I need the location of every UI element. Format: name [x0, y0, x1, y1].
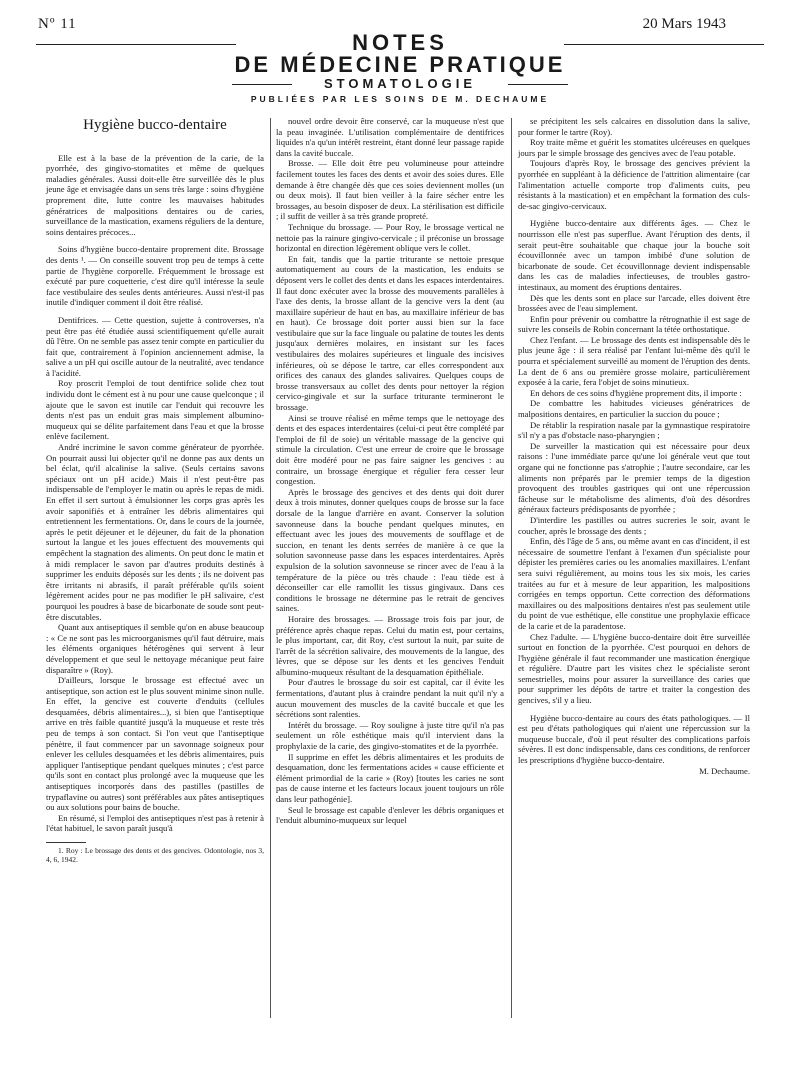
paragraph: nouvel ordre devoir être conservé, car la muqueuse n'est que la peau invaginée. L'utilisation complémentaire de dentifrices liquides n'a qu'un intérêt restreint, étant donné leur passage rapide dans la cavité buccale. [276, 116, 504, 158]
footnote-rule [46, 842, 86, 843]
column-2 [276, 116, 504, 826]
paragraph: se précipitent les sels calcaires en dissolution dans la salive, pour former le tartre (Roy). [518, 116, 750, 137]
column-divider-1 [270, 118, 271, 1018]
paragraph: En résumé, si l'emploi des antiseptiques n'est pas à retenir à l'état habituel, le savon paraît jusqu'à [46, 812, 264, 834]
paragraph: Chez l'adulte. — L'hygiène bucco-dentaire doit être surveillée surtout en fonction de la pyorrhée. C'est pourquoi en dehors de l'hygiène générale il faut recommander une mastication énergique et régulière. D'autre part les visites chez le spécialiste seront semestrielles, moins pour assurer la surveillance des caries que pour supprimer les dépôts de tartre et traiter la congestion des gencives, s'il y a lieu. [518, 631, 750, 706]
paragraph: Elle est à la base de la prévention de la carie, de la pyorrhée, des gingivo-stomatites et même de quelques maladies générales. Aussi doit-elle être surveillée dès le plus jeune âge et envisagée dans un sens très large : soins d'hygiène proprement dite, lutte contre les mauvaises habitudes génératrices de malpositions dentaires ou de caries, surveillance de la mastication, examens réguliers de la denture, soins dentaires précoces... [46, 152, 264, 237]
column-divider-2 [511, 118, 512, 1018]
article-title: Hygiène bucco-dentaire [83, 117, 227, 133]
paragraph: D'interdire les pastilles ou autres sucreries le soir, avant le coucher, après le brossage des dents ; [518, 514, 750, 536]
column-1 [46, 116, 264, 864]
issue-number: Nº 11 [38, 16, 77, 32]
paragraph: En dehors de ces soins d'hygiène proprement dits, il importe : [530, 387, 742, 398]
paragraph: Soins d'hygiène bucco-dentaire proprement dite. Brossage des dents ¹. — On conseille souvent trop peu de temps à cette partie de l'hygiène corporelle. Fréquemment le brossage est exécuté par pure coquetterie, c'est dire qu'il intéresse la seule face vestibulaire des seules dents antérieures. Aussi n'est-il pas inutile d'indiquer comment il doit être réalisé. [46, 244, 264, 308]
paragraph: De combattre les habitudes vicieuses génératrices de malpositions dentaires, en particulier la succion du pouce ; [518, 398, 750, 420]
subtitle-rule-right [508, 84, 568, 85]
paragraph: Dentifrices. — Cette question, sujette à controverses, n'a peut être pas été étudiée aussi scientifiquement qu'elle aurait dû l'être. On ne semble pas assez tenir compte en particulier du fait que, contrairement à l'opinion anciennement admise, la salive a un pH qui oscille autour de la neutralité, avec tendance à l'acidité. [46, 314, 264, 378]
paragraph: Intérêt du brossage. — Roy souligne à juste titre qu'il n'a pas seulement un rôle esthétique mais qu'il intervient dans la prophylaxie de la carie, des gingivo-stomatites et de la pyorrhée. [276, 719, 504, 752]
paragraph: Pour d'autres le brossage du soir est capital, car il évite les fermentations, d'autant plus à craindre pendant la nuit qu'il n'y a aucun mouvement des muscles de la cavité buccale et que les sécrétions sont ralenties. [276, 677, 504, 720]
author-signature: M. Dechaume. [699, 765, 750, 776]
paragraph: Technique du brossage. — Pour Roy, le brossage vertical ne nettoie pas la rainure gingivo-cervicale ; il préconise un brossage horizontal en direction légèrement oblique vers le collet. [276, 221, 504, 254]
masthead-stomatologie: STOMATOLOGIE [323, 76, 476, 91]
masthead-notes: NOTES [352, 30, 448, 55]
paragraph: Hygiène bucco-dentaire aux différents âges. — Chez le nourrisson elle n'est pas superflue. Avant l'éruption des dents, il serait peut-être souhaitable que chaque jour la bouche soit écouvillonnée avec un tampon imbibé d'une solution de bicarbonate de soude. Cet écouvillonnage devient indispensable dans les cas de maladies infectieuses, de troubles gastro-intestinaux, au moment des éruptions dentaires. [518, 218, 750, 292]
masthead-medecine-pratique: DE MÉDECINE PRATIQUE [234, 52, 566, 77]
paragraph: De surveiller la mastication qui est nécessaire pour deux raisons : l'une immédiate parce qu'une loi générale veut que tout organe qui ne fonctionne pas s'atrophie ; l'autre secondaire, car les aliments non préparés par le premier temps de la digestion provoquent des troubles gastriques qui ont une répercussion fâcheuse sur le métabolisme des aliments, d'où des désordres généraux facteurs prédisposants de pyorrhée ; [518, 440, 750, 515]
paragraph: Brosse. — Elle doit être peu volumineuse pour atteindre facilement toutes les faces des dents et avoir des soies dures. Elle demande à être changée dès que ces soies deviennent molles (un ou deux mois). Il faut bien veiller à la faire sécher entre les brossages, au besoin disposer de deux. La stérilisation est difficile ; il suffit de veiller à sa très grande propreté. [276, 158, 504, 222]
paragraph: Hygiène bucco-dentaire au cours des états pathologiques. — Il est peu d'états pathologiques qui n'aient une répercussion sur la muqueuse buccale, d'où il peut résulter des complications parfois sévères. Il est donc indispensable, dans ces conditions, de renforcer les prescriptions d'hygiène bucco-dentaire. [518, 712, 750, 766]
masthead-publisher: PUBLIÉES PAR LES SOINS DE M. DECHAUME [250, 94, 550, 104]
issue-date: 20 Mars 1943 [642, 16, 726, 32]
paragraph: De rétablir la respiration nasale par la gymnastique respiratoire s'il n'y a pas d'obstacle naso-pharyngien ; [518, 419, 750, 441]
paragraph: Toujours d'après Roy, le brossage des gencives prévient la pyorrhée en suppléant à la déficience de l'attrition alimentaire (car l'alimentation actuelle comporte trop d'aliments cuits, peu résistants à la mastication) et en empêchant la formation des culs-de-sac gingivo-cervicaux. [518, 158, 750, 211]
footnote: 1. Roy : Le brossage des dents et des gencives. Odontologie, nos 3, 4, 6, 1942. [46, 846, 264, 864]
paragraph: En fait, tandis que la partie triturante se nettoie presque automatiquement au cours de la mastication, les enduits se déposent vers le collet des dents et dans les espaces interdentaires. Il faut donc exécuter avec la brosse des mouvements parallèles à l'axe des dents, la brosse allant de la gencive vers la dent (au maxillaire supérieur de haut en bas, au maxillaire inférieur de bas en haut). Ce brossage doit porter aussi bien sur la face vestibulaire que sur la face linguale ou palatine de toutes les dents jusqu'aux dernières molaires, en insistant sur les faces vestibulaires des molaires supérieures et linguale des incisives inférieures, où se dépose le tartre, car elles correspondent aux orifices des canaux des glandes salivaires. Quelques coups de brosse transversaux au collet des dents pour nettoyer la région cervico-gingivale et sur la surface triturante termineront le brossage. [276, 253, 504, 413]
paragraph: Horaire des brossages. — Brossage trois fois par jour, de préférence après chaque repas. Celui du matin est, pour certains, le plus important, car, dit Roy, c'est surtout la nuit, par suite de l'arrêt de la sécrétion salivaire, des mouvements de la langue, des lèvres, que se dépose sur les dents et les gencives l'enduit albumino-muqueux résultant de la desquamation épithéliale. [276, 613, 504, 677]
paragraph: D'ailleurs, lorsque le brossage est effectué avec un antiseptique, son action est le plus souvent minime sinon nulle. En effet, la gencive est couverte d'enduits (cellules desquamées, débris alimentaires...), si bien que l'antiseptique arrive en très faible quantité jusqu'à la muqueuse et reste très peu de temps à son contact. Si l'on veut que l'antiseptique pénètre, il faut commencer par un savonnage soigneux pour enlever les cellules desquamées et les débris alimentaires, puis appliquer l'antiseptique pendant quelques minutes ; c'est parce qu'ils sont en contact plus prolongé avec la muqueuse que les antiseptiques incorporés dans des pastilles (pastilles de trypaflavine ou autres) sont préférables aux pâtes antiseptiques ou aux solutions pour bains de bouche. [46, 675, 264, 813]
paragraph: Ainsi se trouve réalisé en même temps que le nettoyage des dents et des espaces interdentaires (celui-ci peut être complété par l'emploi de fil de soie) un véritable massage de la gencive qui stimule la circulation. C'est une erreur de croire que le brossage doit être modéré pour ne pas faire saigner les gencives : au contraire, un brossage énergique et régulier fera cesser leur congestion. [276, 412, 504, 487]
paragraph: Chez l'enfant. — Le brossage des dents est indispensable dès le plus jeune âge : il sera réalisé par l'enfant lui-même dès qu'il le pourra et spécialement surveillé au moment de l'éruption des dents. La dent de 6 ans ou première grosse molaire, particulièrement exposée à la carie, fera l'objet de soins minutieux. [518, 334, 750, 388]
paragraph: Seul le brossage est capable d'enlever les débris organiques et l'enduit albumino-muqueux sur lequel [276, 804, 504, 826]
paragraph: Roy proscrit l'emploi de tout dentifrice solide chez tout individu dont le cément est à nu pour une cause quelconque ; il ajoute que le savon est inutile car l'enduit qui recouvre les dents n'est pas un enduit gras mais simplement albumino-muqueux qui se délite parfaitement dans l'eau et que la brosse enlève facilement. [46, 378, 264, 442]
paragraph: André incrimine le savon comme générateur de pyorrhée. On pourrait aussi lui objecter qu'il ne donne pas aux dents un bel éclat, qu'il alcalinise la salive. (Seuls certains savons spéciaux ont un pH acide.) Mais il n'est peut-être pas indispensable de l'employer le matin ou après le repas de midi. En effet il sert surtout à émulsionner les corps gras après les avoir saponifiés et à entraîner les débris alimentaires qui entretiennent les fermentations. Or, dans le cours de la journée, après le petit déjeuner et le déjeuner, du fait de la phonation surtout la langue et les joues effectuent des mouvements qui empêchent la stagnation des aliments. On peut donc le matin et à midi remplacer le savon par d'autres produits destinés à supprimer les enduits déposés sur les dents ; ils ne doivent pas être irritants ni abrasifs, il paraît préférable qu'ils soient légèrement acides pour ne pas modifier le pH salivaire, c'est pourquoi les poudres à base de bicarbonate de soude sont peut-être discutables. [46, 442, 264, 622]
paragraph: Enfin, dès l'âge de 5 ans, ou même avant en cas d'incident, il est nécessaire de soumettre l'enfant à l'examen d'un spécialiste pour dépister les premières caries ou les anomalies maxillaires. L'enfant sera suivi régulièrement, au moins tous les six mois, les caries traitées au fur et à mesure de leur apparition, les malpositions corrigées en temps opportun. Cette correction des déformations maxillaires ou des malpositions dentaires n'est pas seulement utile du point de vue esthétique, elle constitue une prophylaxie efficace de la carie et de la paradentose. [518, 536, 750, 631]
paragraph: Dès que les dents sont en place sur l'arcade, elles doivent être brossées avec de l'eau simplement. [518, 292, 750, 314]
paragraph: Roy traite même et guérit les stomatites ulcéreuses en quelques jours par le simple brossage des gencives avec de l'eau potable. [518, 137, 750, 158]
paragraph: Il supprime en effet les débris alimentaires et les produits de desquamation, donc les fermentations acides « cause efficiente et élément primordial de la carie » (Roy) [toutes les caries ne sont pas de cause interne et les facteurs locaux jouent toujours un rôle dans leur pathogénie]. [276, 751, 504, 804]
paragraph: Quant aux antiseptiques il semble qu'on en abuse beaucoup : « Ce ne sont pas les microorganismes qu'il faut détruire, mais les éléments organiques hétérogènes qui servent à leur développement et que seul le nettoyage mécanique peut faire disparaître » (Roy). [46, 622, 264, 675]
paragraph: Après le brossage des gencives et des dents qui doit durer deux à trois minutes, donner quelques coups de brosse sur la face dorsale de la langue d'arrière en avant. Conserver la solution savonneuse dans la bouche pendant quelques minutes, en effectuant avec les joues des mouvements de soufflage et de succion, en tenant les dents serrées de manière à ce que la solution savonneuse passe dans les espaces interdentaires. Après expulsion de la solution savonneuse se rincer avec de l'eau à la température de la pièce ou très chaude : l'eau tiède est à déconseiller car elle ramollit les tissus gingivaux. Dans ces conditions le brossage ne détermine pas le retrait de gencives saines. [276, 486, 504, 614]
paragraph: Enfin pour prévenir ou combattre la rétrognathie il est sage de suivre les conseils de Robin concernant la tétée orthostatique. [518, 313, 750, 335]
column-3 [518, 116, 750, 776]
